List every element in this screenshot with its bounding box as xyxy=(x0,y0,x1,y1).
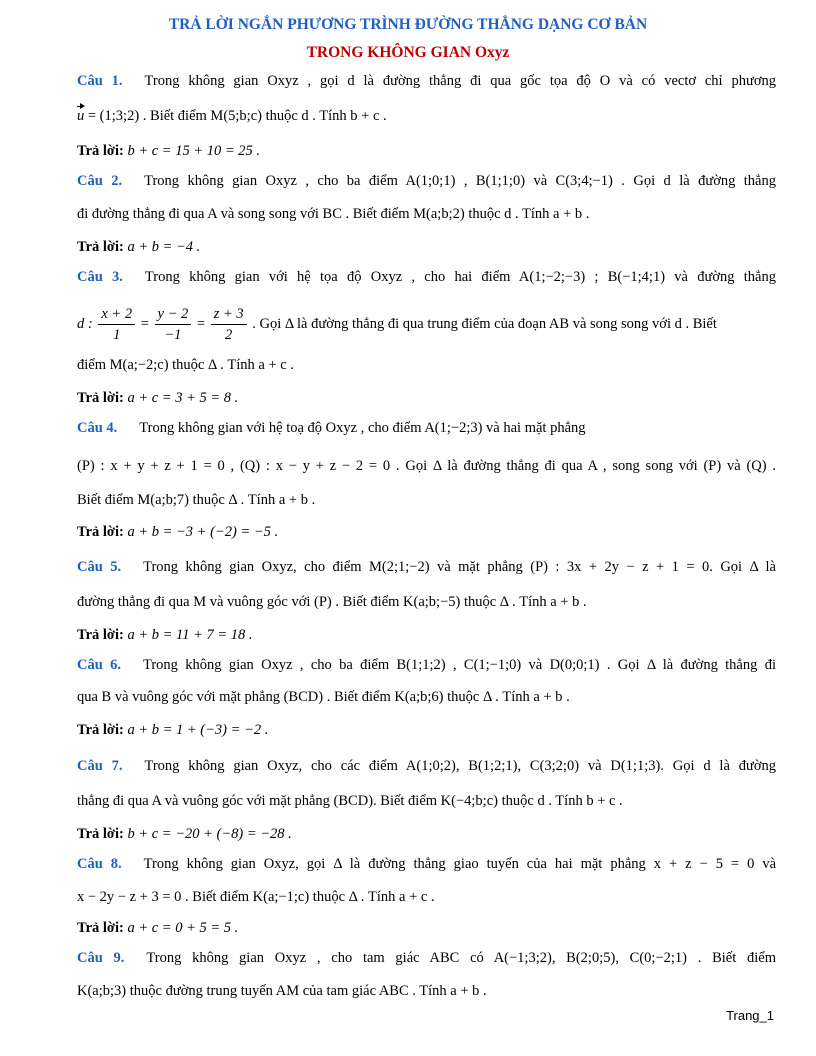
question-text: Trong không gian với hệ tọa độ Oxyz , cho hai điểm A(1;−2;−3) ; B(−1;4;1) và đường thẳng xyxy=(144,269,776,285)
answer-label: Trả lời: xyxy=(77,826,124,842)
question-text: thẳng đi qua A và vuông góc với mặt phẳng (BCD). Biết điểm K(−4;b;c) thuộc d . Tính b + c . xyxy=(77,793,623,809)
question-text: Trong không gian Oxyz , cho ba điểm B(1;1;2) , C(1;−1;0) và D(0;0;1) . Gọi Δ là đường thẳng đi xyxy=(143,657,776,673)
vector-u-symbol: u xyxy=(77,105,84,127)
answer-6 xyxy=(77,719,776,741)
question-3-line-3 xyxy=(77,354,776,376)
answer-4 xyxy=(77,521,776,543)
question-text: Trong không gian Oxyz , gọi d là đường thẳng đi qua gốc tọa độ O và có vectơ chỉ phương xyxy=(144,73,776,89)
question-8 xyxy=(77,853,776,875)
answer-3 xyxy=(77,387,776,409)
answer-1 xyxy=(77,140,776,162)
question-text: điểm M(a;−2;c) thuộc Δ . Tính a + c . xyxy=(77,357,294,373)
answer-5 xyxy=(77,624,776,646)
question-4-line-3 xyxy=(77,489,776,511)
question-text: qua B và vuông góc với mặt phẳng (BCD) . Biết điểm K(a;b;6) thuộc Δ . Tính a + b . xyxy=(77,689,570,705)
question-9 xyxy=(77,947,776,969)
question-6-line-2 xyxy=(77,686,776,708)
answer-7 xyxy=(77,823,776,845)
question-label: Câu 5. xyxy=(77,559,122,575)
fraction-y: $\frac{y - 2}{-1}$ xyxy=(155,304,192,345)
answer-label: Trả lời: xyxy=(77,627,124,643)
fraction-x: $\frac{x + 2}{1}$ xyxy=(98,304,135,345)
question-label: Câu 1. xyxy=(77,73,123,89)
question-text: Trong không gian Oxyz, cho điểm M(2;1;−2) và mặt phẳng (P) : 3x + 2y − z + 1 = 0. Gọi Δ là xyxy=(143,559,776,575)
answer-label: Trả lời: xyxy=(77,143,124,159)
question-text: K(a;b;3) thuộc đường trung tuyến AM của tam giác ABC . Tính a + b . xyxy=(77,983,487,999)
question-3 xyxy=(77,266,776,288)
question-text: Trong không gian Oxyz, gọi Δ là đường thẳng giao tuyến của hai mặt phẳng x + z − 5 = 0 và xyxy=(143,856,777,872)
question-label: Câu 3. xyxy=(77,269,123,285)
question-3-line-2: d : $\frac{x + 2}{1}$ = $\frac{y - 2}{-1}$ = $\frac{z + 3}{2}$ . Gọi Δ là đường thẳng đi qua trung điểm của đoạn AB và song song với d . Biết xyxy=(77,306,717,344)
question-text: Trong không gian Oxyz , cho ba điểm A(1;0;1) , B(1;1;0) và C(3;4;−1) . Gọi d là đường thẳng xyxy=(144,173,776,189)
question-text: Trong không gian với hệ toạ độ Oxyz , cho điểm A(1;−2;3) và hai mặt phẳng xyxy=(139,420,586,436)
answer-label: Trả lời: xyxy=(77,722,124,738)
question-text: . Gọi Δ là đường thẳng đi qua trung điểm của đoạn AB và song song với d . Biết xyxy=(252,316,717,332)
question-text: = (1;3;2) . Biết điểm M(5;b;c) thuộc d . Tính b + c . xyxy=(87,108,387,124)
answer-value: a + b = 1 + (−3) = −2 . xyxy=(127,722,269,738)
answer-label: Trả lời: xyxy=(77,920,124,936)
question-8-line-2 xyxy=(77,886,776,908)
page-title: TRẢ LỜI NGẮN PHƯƠNG TRÌNH ĐƯỜNG THẲNG DẠNG CƠ BẢN xyxy=(168,16,648,33)
question-text: đường thẳng đi qua M và vuông góc với (P) . Biết điểm K(a;b;−5) thuộc Δ . Tính a + b . xyxy=(77,594,587,610)
question-label: Câu 6. xyxy=(77,657,121,673)
question-label: Câu 8. xyxy=(77,856,122,872)
question-2-line-2 xyxy=(77,203,776,225)
answer-label: Trả lời: xyxy=(77,524,124,540)
question-label: Câu 9. xyxy=(77,950,125,966)
answer-value: b + c = −20 + (−8) = −28 . xyxy=(127,826,292,842)
page-number: Trang_1 xyxy=(726,1008,774,1023)
question-1-line-2 xyxy=(77,105,776,127)
question-4 xyxy=(77,417,776,439)
question-4-line-2 xyxy=(77,455,776,477)
page-subtitle: TRONG KHÔNG GIAN Oxyz xyxy=(306,44,510,61)
question-label: Câu 4. xyxy=(77,420,118,436)
question-text: Biết điểm M(a;b;7) thuộc Δ . Tính a + b . xyxy=(77,492,316,508)
question-text: Trong không gian Oxyz , cho tam giác ABC có A(−1;3;2), B(2;0;5), C(0;−2;1) . Biết điểm xyxy=(146,950,776,966)
question-5-line-2 xyxy=(77,591,776,613)
question-text: x − 2y − z + 3 = 0 . Biết điểm K(a;−1;c) thuộc Δ . Tính a + c . xyxy=(77,889,435,905)
question-text: đi đường thẳng đi qua A và song song với BC . Biết điểm M(a;b;2) thuộc d . Tính a + b . xyxy=(77,206,590,222)
question-text: (P) : x + y + z + 1 = 0 , (Q) : x − y + z − 2 = 0 . Gọi Δ là đường thẳng đi qua A , song song với (P) và (Q) . xyxy=(77,458,776,474)
answer-value: a + b = −4 . xyxy=(127,239,201,255)
question-6 xyxy=(77,654,776,676)
fraction-z: $\frac{z + 3}{2}$ xyxy=(211,304,247,345)
answer-label: Trả lời: xyxy=(77,390,124,406)
answer-label: Trả lời: xyxy=(77,239,124,255)
answer-value: a + c = 3 + 5 = 8 . xyxy=(127,390,239,406)
question-9-line-2 xyxy=(77,980,776,1002)
question-label: Câu 7. xyxy=(77,758,123,774)
answer-value: a + b = 11 + 7 = 18 . xyxy=(127,627,253,643)
question-5 xyxy=(77,556,776,578)
question-label: Câu 2. xyxy=(77,173,123,189)
answer-value: a + c = 0 + 5 = 5 . xyxy=(127,920,239,936)
question-2 xyxy=(77,170,776,192)
line-d-prefix: d : xyxy=(77,316,93,332)
question-7 xyxy=(77,755,776,777)
question-1 xyxy=(77,70,776,92)
answer-2 xyxy=(77,236,776,258)
answer-value: b + c = 15 + 10 = 25 . xyxy=(127,143,261,159)
answer-8 xyxy=(77,917,776,939)
question-text: Trong không gian Oxyz, cho các điểm A(1;0;2), B(1;2;1), C(3;2;0) và D(1;1;3). Gọi d là đường xyxy=(144,758,776,774)
question-7-line-2 xyxy=(77,790,776,812)
answer-value: a + b = −3 + (−2) = −5 . xyxy=(127,524,279,540)
